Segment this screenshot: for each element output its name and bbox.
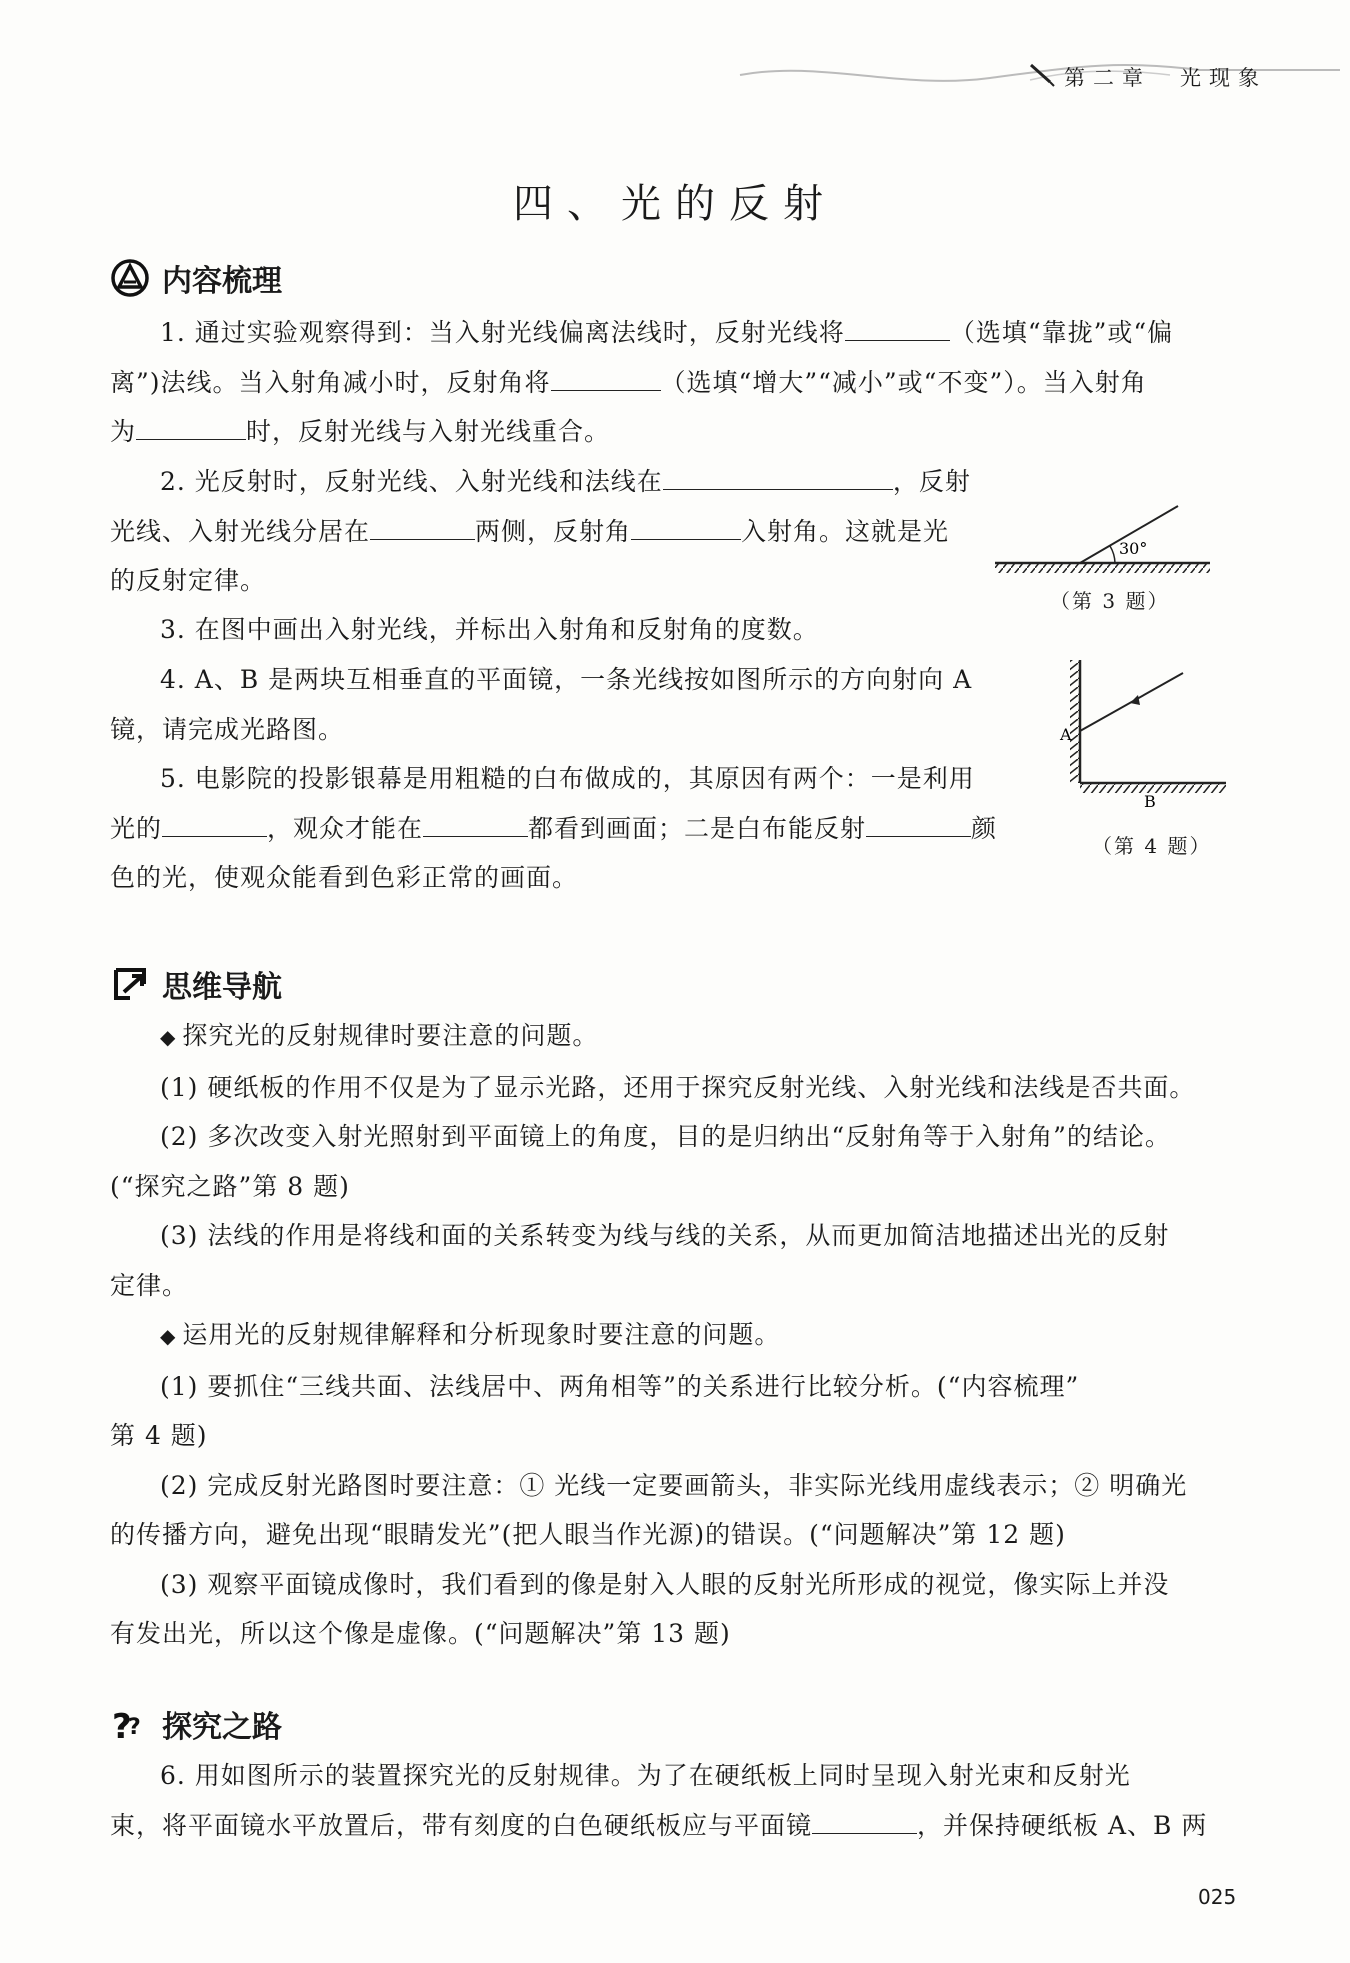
- q1-block: [110, 308, 1245, 457]
- answer-blank[interactable]: [551, 364, 661, 391]
- answer-blank[interactable]: [370, 513, 475, 540]
- q1-text-a: 1. 通过实验观察得到：当入射光线偏离法线时，反射光线将: [160, 318, 845, 347]
- q2-text-c: 光线、入射光线分居在: [110, 516, 371, 546]
- section-content-title: 内容梳理: [162, 264, 282, 299]
- q1-text-b: （选填“靠拢”或“偏: [949, 318, 1174, 347]
- chapter-header: 第二章 光现象: [1064, 66, 1267, 90]
- q3-block: [110, 605, 1010, 655]
- page-number: 025: [1198, 1885, 1237, 1909]
- q5-text-f: 色的光，使观众能看到色彩正常的画面。: [110, 863, 579, 892]
- q5-text-e: 颜: [971, 813, 998, 843]
- q4-text-a: 4. A、B 是两块互相垂直的平面镜，一条光线按如图所示的方向射向 A: [160, 665, 973, 694]
- diamond-bullet-icon: ◆: [160, 1324, 177, 1348]
- answer-blank[interactable]: [845, 314, 950, 341]
- answer-blank[interactable]: [162, 810, 267, 837]
- svg-text:?: ?: [112, 1707, 132, 1744]
- q2-text-e: 入射角。这就是光: [741, 516, 950, 546]
- thinking-point-cont: 有发出光，所以这个像是虚像。(“问题解决”第 13 题): [110, 1619, 731, 1648]
- answer-blank[interactable]: [423, 810, 528, 837]
- section-thinking-heading: [110, 962, 282, 1006]
- q6-text-b: 束，将平面镜水平放置后，带有刻度的白色硬纸板应与平面镜: [110, 1810, 813, 1840]
- figure-3-diagram: [995, 498, 1215, 578]
- q5-text-b: 光的: [110, 813, 163, 843]
- q4-text-b: 镜，请完成光路图。: [110, 714, 345, 744]
- fig4-label-a: A: [1060, 725, 1072, 744]
- page-title: 四、光的反射: [513, 181, 837, 227]
- thinking-block: [110, 1011, 1245, 1659]
- q5-block: [110, 754, 1045, 903]
- section-thinking-title: 思维导航: [162, 970, 282, 1005]
- q6-block: [110, 1751, 1245, 1850]
- thinking-bullet-2: 运用光的反射规律解释和分析现象时要注意的问题。: [182, 1320, 781, 1349]
- q5-text-c: ，观众才能在: [267, 813, 424, 843]
- q2-text-f: 的反射定律。: [110, 566, 267, 595]
- diamond-bullet-icon: ◆: [160, 1025, 177, 1049]
- thinking-bullet-1: 探究光的反射规律时要注意的问题。: [182, 1021, 599, 1050]
- thinking-point-cont: 的传播方向，避免出现“眼睛发光”(把人眼当作光源)的错误。(“问题解决”第 12 题): [110, 1520, 1066, 1549]
- q5-text-d: 都看到画面；二是白布能反射: [528, 813, 867, 843]
- thinking-point: (1) 硬纸板的作用不仅是为了显示光路，还用于探究反射光线、入射光线和法线是否共面。: [160, 1072, 1196, 1102]
- q2-text-a: 2. 光反射时，反射光线、入射光线和法线在: [160, 467, 663, 496]
- figure-4-caption: （第 4 题）: [1092, 834, 1212, 858]
- question-mark-icon: [110, 1704, 150, 1744]
- pen-icon: [1028, 60, 1056, 88]
- fig3-angle-label: 30°: [1119, 539, 1148, 558]
- q1-text-c: 离”)法线。当入射角减小时，反射角将: [110, 367, 551, 397]
- q2-block: [110, 457, 1000, 606]
- q4-block: [110, 655, 1045, 754]
- thinking-point: (2) 完成反射光路图时要注意：① 光线一定要画箭头，非实际光线用虚线表示；② 明确光: [160, 1470, 1188, 1500]
- q3-text: 3. 在图中画出入射光线，并标出入射角和反射角的度数。: [160, 615, 819, 644]
- answer-blank[interactable]: [631, 513, 741, 540]
- q1-text-d: （选填“增大”“减小”或“不变”）。当入射角: [660, 367, 1147, 397]
- thinking-point: (3) 法线的作用是将线和面的关系转变为线与线的关系，从而更加简洁地描述出光的反射: [160, 1221, 1170, 1250]
- thinking-point-ref: 第 4 题): [110, 1421, 208, 1450]
- thinking-point: (2) 多次改变入射光照射到平面镜上的角度，目的是归纳出“反射角等于入射角”的结论。: [160, 1122, 1171, 1151]
- section-content-heading: [110, 256, 282, 300]
- section-explore-title: 探究之路: [162, 1710, 282, 1745]
- figure-4-diagram: [1058, 655, 1228, 815]
- fig4-label-b: B: [1144, 792, 1156, 811]
- thinking-point: (1) 要抓住“三线共面、法线居中、两角相等”的关系进行比较分析。(“内容梳理”: [160, 1371, 1080, 1401]
- answer-blank[interactable]: [866, 810, 971, 837]
- navigation-arrow-icon: [110, 964, 150, 1004]
- q1-text-e: 为: [110, 417, 137, 446]
- answer-blank[interactable]: [136, 413, 246, 440]
- answer-blank[interactable]: [812, 1807, 917, 1834]
- thinking-point-cont: 定律。: [110, 1270, 189, 1300]
- q2-text-b: ，反射: [892, 467, 971, 496]
- q5-text-a: 5. 电影院的投影银幕是用粗糙的白布做成的，其原因有两个：一是利用: [160, 764, 975, 793]
- section-explore-heading: [110, 1702, 282, 1746]
- thinking-point-ref: (“探究之路”第 8 题): [110, 1171, 350, 1201]
- figure-3-caption: （第 3 题）: [1050, 589, 1170, 613]
- svg-text:?: ?: [128, 1715, 141, 1740]
- answer-blank[interactable]: [663, 463, 893, 490]
- triangle-icon: [110, 258, 150, 298]
- q6-text-a: 6. 用如图所示的装置探究光的反射规律。为了在硬纸板上同时呈现入射光束和反射光: [160, 1761, 1131, 1790]
- q1-text-f: 时，反射光线与入射光线重合。: [246, 417, 611, 446]
- q6-text-c: ，并保持硬纸板 A、B 两: [917, 1810, 1208, 1840]
- q2-text-d: 两侧，反射角: [475, 516, 632, 546]
- thinking-point: (3) 观察平面镜成像时，我们看到的像是射入人眼的反射光所形成的视觉，像实际上并没: [160, 1569, 1170, 1599]
